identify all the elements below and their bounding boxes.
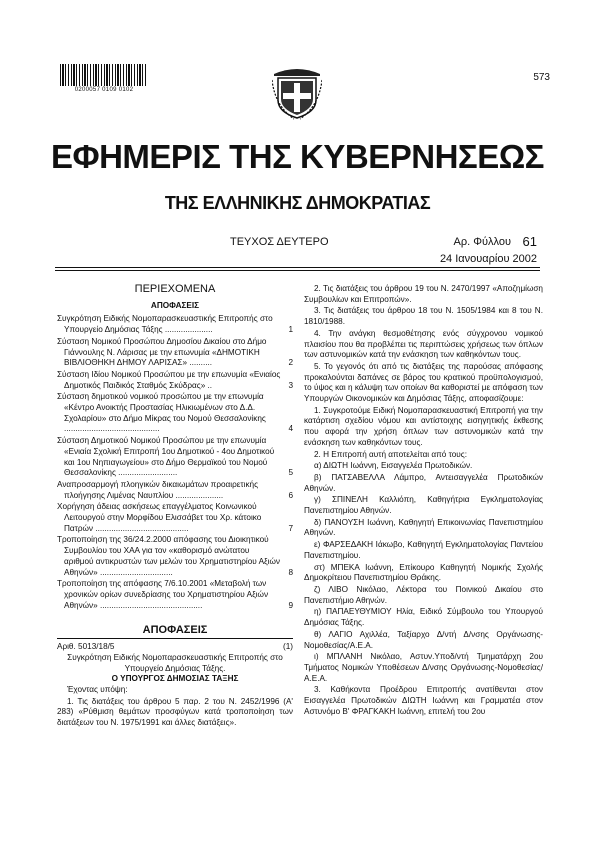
toc-item [57,337,293,369]
decision-paragraph: δ) ΠΑΝΟΥΣΗ Ιωάννη, Καθηγητή Επικοινωνίας Πανεπιστημίου Αθηνών. [304,517,543,538]
toc-item [57,392,293,435]
toc-item-text: Τροποποίηση της 36/24.2.2000 απόφασης του Διοικητικού Συμβουλίου του ΧΑΑ για τον «καθορισμό ανώτατου αριθμού αντικρυστών των μελών του Χρηματιστηρίου Αξιών Αθηνών» ................................ [57,535,281,577]
decision-paragraph: 3. Καθήκοντα Προέδρου Επιτροπής ανατίθενται στον Εισαγγελέα Πρωτοδικών ΔΙΩΤΗ Ιωάννη και Γραμματέα στον Αστυνόμο Β' ΦΡΑΓΚΑΚΗ Ιωάννη, επιτελή του 2ου [304,685,543,716]
barcode-number: 0200057 0109 0102 [74,87,134,93]
decision-title: Συγκρότηση Ειδικής Νομοπαρασκευαστικής Επιτροπής στο Υπουργείο Δημόσιας Τάξης. [67,652,283,673]
issue-number: 61 [522,234,537,249]
toc-item-page: 2 [288,358,293,368]
toc-item-page: 5 [288,468,293,478]
decision-paragraph: ε) ΦΑΡΣΕΔΑΚΗ Ιάκωβο, Καθηγητή Εγκληματολογίας Παντείου Πανεπιστημίου. [304,540,543,560]
decision-paragraph: 3. Τις διατάξεις του άρθρου 18 του Ν. 1505/1984 και 8 του Ν. 1810/1988. [304,306,543,327]
decision-paragraph: β) ΠΑΤΣΑΒΕΛΛΑ Λάμπρο, Αντεισαγγελέα Πρωτοδικών Αθηνών. [304,472,543,493]
toc-list [57,314,293,611]
left-column [57,284,293,730]
right-column [304,284,543,718]
toc-item-text: Σύσταση Δημοτικού Νομικού Προσώπου με την επωνυμία «Ενιαία Σχολική Επιτροπή 1ου Δημοτικού - 4ου Δημοτικού και 1ου Νηπιαγωγείου» στο Δήμο Θερμαϊκού του Νομού Θεσσαλονίκης .......................... [57,436,275,478]
toc-item [57,436,293,479]
decision-paragraph: α) ΔΙΩΤΗ Ιωάννη, Εισαγγελέα Πρωτοδικών. [314,461,473,471]
decision-authority: Ο ΥΠΟΥΡΓΟΣ ΔΗΜΟΣΙΑΣ ΤΑΞΗΣ [111,674,239,684]
toc-item-page: 4 [288,424,293,434]
coat-of-arms-icon [272,66,322,120]
decision-ref: Αριθ. 5013/18/5 [57,642,115,652]
toc-item-page: 1 [288,325,293,335]
gazette-title: ΕΦΗΜΕΡΙΣ ΤΗΣ ΚΥΒΕΡΝΗΣΕΩΣ [51,138,544,175]
toc-item-page: 6 [288,490,293,500]
decision-ref-number: (1) [282,642,293,652]
toc-item-text: Σύσταση Νομικού Προσώπου Δημοσίου Δικαίου στο Δήμο Γιάννουλης Ν. Λάρισας με την επωνυμία «ΔΗΜΟΤΙΚΗ ΒΙΒΛΙΟΘΗΚΗ ΔΗΜΟΥ ΛΑΡΙΣΑΣ» .......... [57,336,267,368]
toc-item-page: 3 [288,380,293,390]
toc-item-page: 8 [288,567,293,577]
header-rule [55,270,540,271]
toc-item [57,480,293,501]
toc-item-text: Συγκρότηση Ειδικής Νομοπαρασκευαστικής Επιτροπής στο Υπουργείο Δημόσιας Τάξης ..................... [57,314,273,335]
header-rule [55,267,540,268]
toc-heading: ΠΕΡΙΕΧΟΜΕΝΑ [134,283,216,295]
toc-item [57,370,293,391]
having-regard: Έχοντας υπόψη: [67,684,128,694]
toc-item-text: Σύσταση Ιδίου Νομικού Προσώπου με την επωνυμία «Ενιαίος Δημοτικός Παιδικός Σταθμός Σκύδρας» .. [57,369,281,390]
issue-series: ΤΕΥΧΟΣ ΔΕΥΤΕΡΟ [230,236,329,248]
toc-item-page: 7 [288,523,293,533]
decision-reference [57,642,293,653]
barcode [60,64,148,86]
toc-subheading: ΑΠΟΦΑΣΕΙΣ [150,300,200,310]
decision-paragraph: στ) ΜΠΕΚΑ Ιωάννη, Επίκουρο Καθηγητή Νομικής Σχολής Δημοκρίτειου Πανεπιστημίου Θράκης. [304,562,543,583]
decision-paragraph: ζ) ΛΙΒΟ Νικόλαο, Λέκτορα του Ποινικού Δικαίου στο Πανεπιστήμιο Αθηνών. [304,584,543,605]
decision-paragraph: 5. Το γεγονός ότι από τις διατάξεις της παρούσας απόφασης προκαλούνται δαπάνες σε βάρος του κρατικού προϋπολογισμού, το ύψος και η κάλυψη των οποίων θα καθοριστεί με απόφαση των Υπουργών Οικονομικών και Δημόσιας Τάξης, αποφασίζουμε: [304,361,543,404]
toc-item [57,502,293,534]
issue-date: 24 Ιανουαρίου 2002 [439,253,537,265]
right-paragraphs [304,284,543,717]
toc-item-text: Χορήγηση άδειας ασκήσεως επαγγέλματος Κοινωνικού Λειτουργού στην Μορφίδου Ελισσάβετ του Χρ. κάτοικο Πατρών ......................................... [57,502,262,533]
decision-paragraphs [57,697,293,729]
decision-paragraph: η) ΠΑΠΑΕΥΘΥΜΙΟΥ Ηλία, Ειδικό Σύμβουλο του Υπουργού Δημόσιας Τάξης. [304,607,543,628]
toc-item-text: Αναπροσαρμογή πλοηγικών δικαιωμάτων προαιρετικής πλοήγησης Λιμένας Ναυπλίου ..................... [57,479,259,500]
decision-paragraph: γ) ΣΠΙΝΕΛΗ Καλλιόπη, Καθηγήτρια Εγκληματολογίας Πανεπιστημίου Αθηνών. [304,495,543,516]
decision-paragraph: 2. Τις διατάξεις του άρθρου 19 του Ν. 2470/1997 «Αποζημίωση Συμβουλίων και Επιτροπών». [304,284,543,304]
gazette-subtitle: ΤΗΣ ΕΛΛΗΝΙΚΗΣ ΔΗΜΟΚΡΑΤΙΑΣ [164,193,431,213]
issue-label: Αρ. Φύλλου [453,236,511,248]
toc-item-page: 9 [288,600,293,610]
toc-item [57,579,293,611]
decision-paragraph: ι) ΜΠΛΑΝΗ Νικόλαο, Αστυν.Υποδ/ντή Τμηματάρχη 2ου Τμήματος Νομικών Υποθέσεων Δ/νσης Οργάνωσης-Νομοθεσίας/Α.Ε.Α. [304,652,543,683]
page-number: 573 [533,72,550,83]
decision-paragraph: 1. Συγκροτούμε Ειδική Νομοπαρασκευαστική Επιτροπή για την κατάρτιση σχεδίου νόμου και αντίστοιχης εισηγητικής έκθεσης που αφορά την χρήση όπλων των αστυνομικών κατά την ενάσκηση των καθηκόντων τους. [304,405,543,447]
decision-paragraph: 2. Η Επιτροπή αυτή αποτελείται από τους: [314,449,467,459]
decision-paragraph: 1. Τις διατάξεις του άρθρου 5 παρ. 2 του Ν. 2452/1996 (Α' 283) «Ρύθμιση θεμάτων προσφύγων κατά τροποποίηση των διατάξεων του Ν. 1975/1991 και άλλες διατάξεις». [57,696,293,728]
decisions-heading: ΑΠΟΦΑΣΕΙΣ [57,625,293,639]
decision-paragraph: 4. Την ανάγκη θεσμοθέτησης ενός σύγχρονου νομικού πλαισίου που θα προβλέπει τις περιπτώσεις χρήσεως των όπλων των αστυνομικών κατά την ενάσκηση των καθηκόντων τους. [304,328,543,360]
decision-paragraph: θ) ΛΑΓΙΟ Αχιλλέα, Ταξίαρχο Δ/ντή Δ/νσης Οργάνωσης-Νομοθεσίας/Α.Ε.Α. [304,629,543,650]
toc-item [57,535,293,578]
toc-item-text: Σύσταση δημοτικού νομικού προσώπου με την επωνυμία «Κέντρο Ανοικτής Προστασίας Ηλικιωμένων στο Δ.Δ. Σχολαρίου» στο Δήμο Μίκρας του Νομού Θεσσαλονίκης .......................................... [57,392,266,434]
toc-item-text: Τροποποίηση της απόφασης 7/6.10.2001 «Μεταβολή των χρονικών ορίων συνεδρίασης του Χρηματιστηρίου Αξιών Αθηνών» ............................................. [57,579,269,610]
toc-item [57,314,293,335]
